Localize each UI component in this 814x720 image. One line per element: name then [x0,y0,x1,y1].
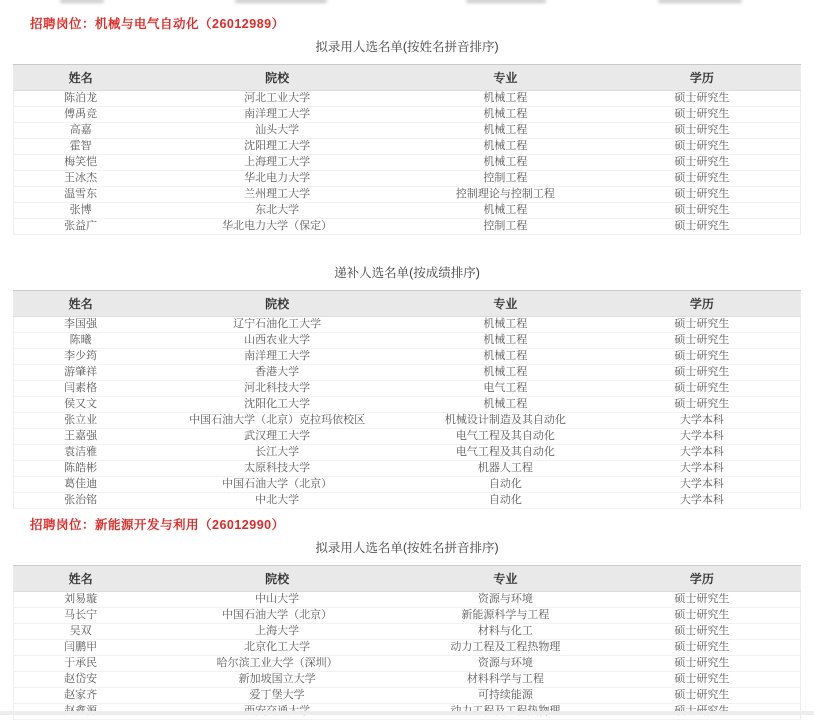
cell-major: 机械工程 [407,397,604,413]
job-section [0,17,814,509]
cell-college: 哈尔滨工业大学（深圳） [147,656,407,672]
cell-college: 山西农业大学 [147,333,407,349]
table-title: 拟录用人选名单(按姓名拼音排序) [315,40,499,54]
table-header-row [14,65,801,91]
column-header: 院校 [147,65,407,91]
cell-college: 沈阳理工大学 [147,139,407,155]
cell-degree: 硕士研究生 [604,608,801,624]
cell-major: 机械工程 [407,123,604,139]
table-row [14,461,801,477]
clipped-text-remnant [466,0,546,3]
cell-major: 可持续能源 [407,688,604,704]
cell-college: 中北大学 [147,493,407,509]
cell-name: 张益广 [14,219,148,235]
cell-college: 中国石油大学（北京） [147,477,407,493]
cell-major: 控制理论与控制工程 [407,187,604,203]
page-bottom-divider [0,711,814,715]
cell-degree: 硕士研究生 [604,139,801,155]
table-title: 递补人选名单(按成绩排序) [334,266,480,280]
column-header: 专业 [407,566,604,592]
job-position-heading: 招聘岗位：机械与电气自动化（26012989） [30,17,285,31]
cell-degree: 硕士研究生 [604,333,801,349]
cell-degree: 硕士研究生 [604,672,801,688]
cell-major: 自动化 [407,493,604,509]
cell-name: 吴双 [14,624,148,640]
cell-major: 机械工程 [407,139,604,155]
column-header: 学历 [604,566,801,592]
cell-major: 资源与环境 [407,656,604,672]
cell-name: 高嘉 [14,123,148,139]
cell-degree: 硕士研究生 [604,155,801,171]
table-header-row [14,291,801,317]
cell-college: 南洋理工大学 [147,107,407,123]
cell-name: 张博 [14,203,148,219]
cell-name: 王冰杰 [14,171,148,187]
table-row [14,429,801,445]
cell-major: 电气工程及其自动化 [407,429,604,445]
cell-name: 游肇祥 [14,365,148,381]
cell-college: 长江大学 [147,445,407,461]
cell-degree: 硕士研究生 [604,187,801,203]
cell-college: 新加坡国立大学 [147,672,407,688]
table-row [14,592,801,608]
cell-name: 梅笑恺 [14,155,148,171]
cell-degree: 硕士研究生 [604,349,801,365]
cell-degree: 大学本科 [604,461,801,477]
cell-name: 陈皓彬 [14,461,148,477]
cell-degree: 大学本科 [604,429,801,445]
cell-major: 新能源科学与工程 [407,608,604,624]
cell-major: 机器人工程 [407,461,604,477]
cell-name: 马长宁 [14,608,148,624]
clipped-text-remnant [658,0,742,3]
cell-college: 汕头大学 [147,123,407,139]
cell-name: 傅禹竞 [14,107,148,123]
cell-college: 中国石油大学（北京）克拉玛依校区 [147,413,407,429]
cell-college: 河北科技大学 [147,381,407,397]
table-row [14,397,801,413]
column-header: 学历 [604,291,801,317]
cell-name: 陈曦 [14,333,148,349]
column-header: 院校 [147,291,407,317]
cell-major: 机械工程 [407,333,604,349]
cell-name: 温雪东 [14,187,148,203]
cell-name: 于承民 [14,656,148,672]
cell-degree: 硕士研究生 [604,365,801,381]
table-row [14,365,801,381]
job-section [0,518,814,720]
table-row [14,477,801,493]
cell-name: 闫素格 [14,381,148,397]
cell-college: 爱丁堡大学 [147,688,407,704]
cell-college: 兰州理工大学 [147,187,407,203]
clipped-text-remnant [60,0,104,3]
table-row [14,91,801,107]
cell-college: 中国石油大学（北京） [147,608,407,624]
cell-name: 侯又文 [14,397,148,413]
table-row [14,381,801,397]
table-header-row [14,566,801,592]
cell-major: 机械工程 [407,203,604,219]
cell-college: 上海大学 [147,624,407,640]
cell-degree: 硕士研究生 [604,107,801,123]
cell-degree: 硕士研究生 [604,219,801,235]
table-row [14,349,801,365]
cell-degree: 硕士研究生 [604,123,801,139]
table-row [14,640,801,656]
cell-college: 武汉理工大学 [147,429,407,445]
cell-degree: 硕士研究生 [604,381,801,397]
cell-degree: 大学本科 [604,477,801,493]
cell-major: 控制工程 [407,171,604,187]
table-row [14,656,801,672]
table-row [14,171,801,187]
cell-name: 陈泊龙 [14,91,148,107]
cell-degree: 大学本科 [604,413,801,429]
table-title: 拟录用人选名单(按姓名拼音排序) [315,541,499,555]
cell-college: 香港大学 [147,365,407,381]
clipped-text-remnant [235,0,327,3]
cell-name: 张治铭 [14,493,148,509]
cell-degree: 硕士研究生 [604,317,801,333]
cell-major: 电气工程 [407,381,604,397]
column-header: 学历 [604,65,801,91]
cell-name: 张立业 [14,413,148,429]
candidates-table [13,64,801,235]
cell-major: 材料科学与工程 [407,672,604,688]
cell-name: 刘易璇 [14,592,148,608]
cell-college: 南洋理工大学 [147,349,407,365]
cell-degree: 大学本科 [604,445,801,461]
cell-major: 材料与化工 [407,624,604,640]
table-row [14,333,801,349]
cell-college: 东北大学 [147,203,407,219]
clipped-previous-row [0,0,814,8]
cell-degree: 硕士研究生 [604,592,801,608]
table-row [14,608,801,624]
candidates-table [13,290,801,509]
column-header: 姓名 [14,291,148,317]
cell-college: 华北电力大学 [147,171,407,187]
candidates-table [13,565,801,720]
table-row [14,688,801,704]
cell-name: 李国强 [14,317,148,333]
cell-degree: 硕士研究生 [604,688,801,704]
cell-name: 李少筠 [14,349,148,365]
table-row [14,123,801,139]
table-row [14,413,801,429]
cell-major: 自动化 [407,477,604,493]
table-row [14,203,801,219]
cell-major: 机械工程 [407,317,604,333]
cell-major: 资源与环境 [407,592,604,608]
column-header: 院校 [147,566,407,592]
cell-name: 赵岱安 [14,672,148,688]
cell-college: 中山大学 [147,592,407,608]
cell-major: 机械工程 [407,349,604,365]
cell-major: 机械工程 [407,365,604,381]
cell-college: 上海理工大学 [147,155,407,171]
cell-college: 河北工业大学 [147,91,407,107]
job-position-heading: 招聘岗位：新能源开发与利用（26012990） [30,518,285,532]
table-row [14,624,801,640]
cell-name: 袁洁雅 [14,445,148,461]
cell-college: 沈阳化工大学 [147,397,407,413]
cell-major: 机械工程 [407,107,604,123]
sections-container [0,17,814,720]
cell-degree: 硕士研究生 [604,656,801,672]
cell-name: 赵家齐 [14,688,148,704]
cell-major: 电气工程及其自动化 [407,445,604,461]
cell-name: 葛佳迪 [14,477,148,493]
table-row [14,219,801,235]
cell-degree: 硕士研究生 [604,624,801,640]
column-header: 姓名 [14,65,148,91]
cell-degree: 硕士研究生 [604,397,801,413]
cell-name: 王嘉强 [14,429,148,445]
cell-major: 机械工程 [407,91,604,107]
cell-name: 霍智 [14,139,148,155]
cell-name: 闫鹏甲 [14,640,148,656]
cell-major: 机械工程 [407,155,604,171]
column-header: 专业 [407,291,604,317]
column-header: 专业 [407,65,604,91]
table-row [14,107,801,123]
table-row [14,187,801,203]
cell-degree: 大学本科 [604,493,801,509]
table-row [14,155,801,171]
table-row [14,672,801,688]
cell-degree: 硕士研究生 [604,203,801,219]
cell-college: 北京化工大学 [147,640,407,656]
cell-degree: 硕士研究生 [604,640,801,656]
table-row [14,317,801,333]
cell-college: 太原科技大学 [147,461,407,477]
table-row [14,139,801,155]
cell-major: 动力工程及工程热物理 [407,640,604,656]
cell-major: 控制工程 [407,219,604,235]
cell-major: 机械设计制造及其自动化 [407,413,604,429]
cell-degree: 硕士研究生 [604,171,801,187]
cell-degree: 硕士研究生 [604,91,801,107]
cell-college: 华北电力大学（保定） [147,219,407,235]
table-row [14,445,801,461]
cell-college: 辽宁石油化工大学 [147,317,407,333]
table-row [14,493,801,509]
column-header: 姓名 [14,566,148,592]
